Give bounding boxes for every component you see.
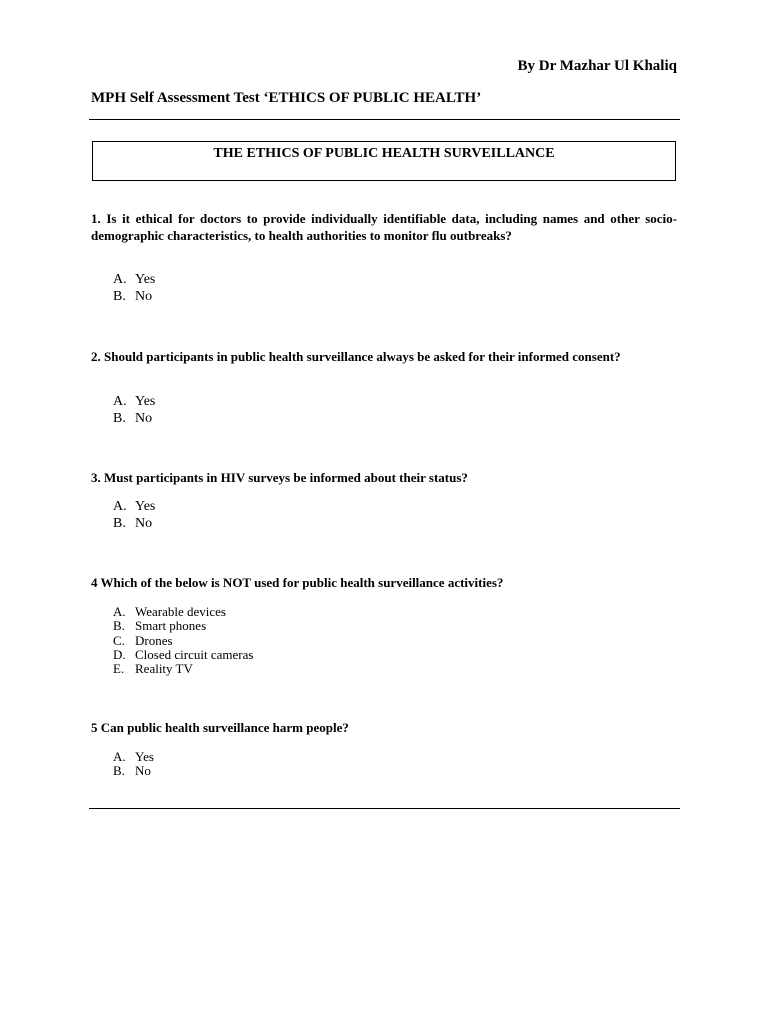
question-2-options: [113, 394, 155, 427]
top-divider: [89, 119, 680, 120]
option-text: Closed circuit cameras: [135, 646, 254, 662]
option-letter: B.: [113, 515, 126, 531]
question-2: 2. Should participants in public health surveillance always be asked for their informed consent?: [91, 349, 621, 364]
option-text: No: [135, 515, 153, 531]
bottom-divider: [89, 808, 680, 809]
option-item: [113, 394, 155, 411]
question-4-options: [113, 605, 253, 676]
option-item: [113, 764, 154, 778]
question-4: 4 Which of the below is NOT used for public health surveillance activities?: [91, 575, 504, 590]
option-letter: B.: [113, 288, 126, 304]
option-text: No: [135, 763, 151, 779]
option-text: Drones: [135, 632, 173, 648]
option-letter: A.: [113, 394, 127, 409]
question-3-options: [113, 499, 155, 532]
document-title: MPH Self Assessment Test ‘ETHICS OF PUBLIC HEALTH’: [91, 90, 482, 106]
option-item: [113, 605, 253, 619]
option-letter: A.: [113, 272, 127, 287]
option-letter: A.: [113, 749, 126, 764]
author-line: By Dr Mazhar Ul Khaliq: [517, 58, 677, 74]
option-item: [113, 516, 155, 533]
section-title: THE ETHICS OF PUBLIC HEALTH SURVEILLANCE: [213, 146, 555, 161]
option-letter: E.: [113, 661, 125, 677]
option-letter: D.: [113, 646, 126, 662]
question-1: 1. Is it ethical for doctors to provide individually identifiable data, including names and other socio-demographic characteristics, to health authorities to monitor flu outbreaks?: [91, 211, 677, 243]
option-text: Yes: [135, 749, 154, 764]
option-item: [113, 619, 253, 633]
option-text: Yes: [135, 394, 156, 409]
option-text: Wearable devices: [135, 604, 226, 619]
question-3: 3. Must participants in HIV surveys be informed about their status?: [91, 470, 468, 485]
option-text: Reality TV: [135, 661, 193, 677]
option-text: No: [135, 410, 153, 426]
option-letter: B.: [113, 763, 125, 779]
section-title-box: [92, 141, 676, 181]
question-5: 5 Can public health surveillance harm people?: [91, 720, 349, 735]
option-item: [113, 648, 253, 662]
option-item: [113, 499, 155, 516]
question-5-options: [113, 750, 154, 779]
option-item: [113, 634, 253, 648]
option-letter: C.: [113, 632, 125, 648]
option-text: Yes: [135, 499, 156, 514]
option-letter: B.: [113, 618, 125, 634]
option-item: [113, 662, 253, 676]
option-text: No: [135, 288, 153, 304]
option-text: Yes: [135, 272, 156, 287]
option-item: [113, 750, 154, 764]
option-letter: B.: [113, 410, 126, 426]
option-letter: A.: [113, 499, 127, 514]
option-text: Smart phones: [135, 618, 207, 634]
option-item: [113, 289, 155, 306]
option-letter: A.: [113, 604, 126, 619]
option-item: [113, 272, 155, 289]
question-1-options: [113, 272, 155, 305]
option-item: [113, 411, 155, 428]
